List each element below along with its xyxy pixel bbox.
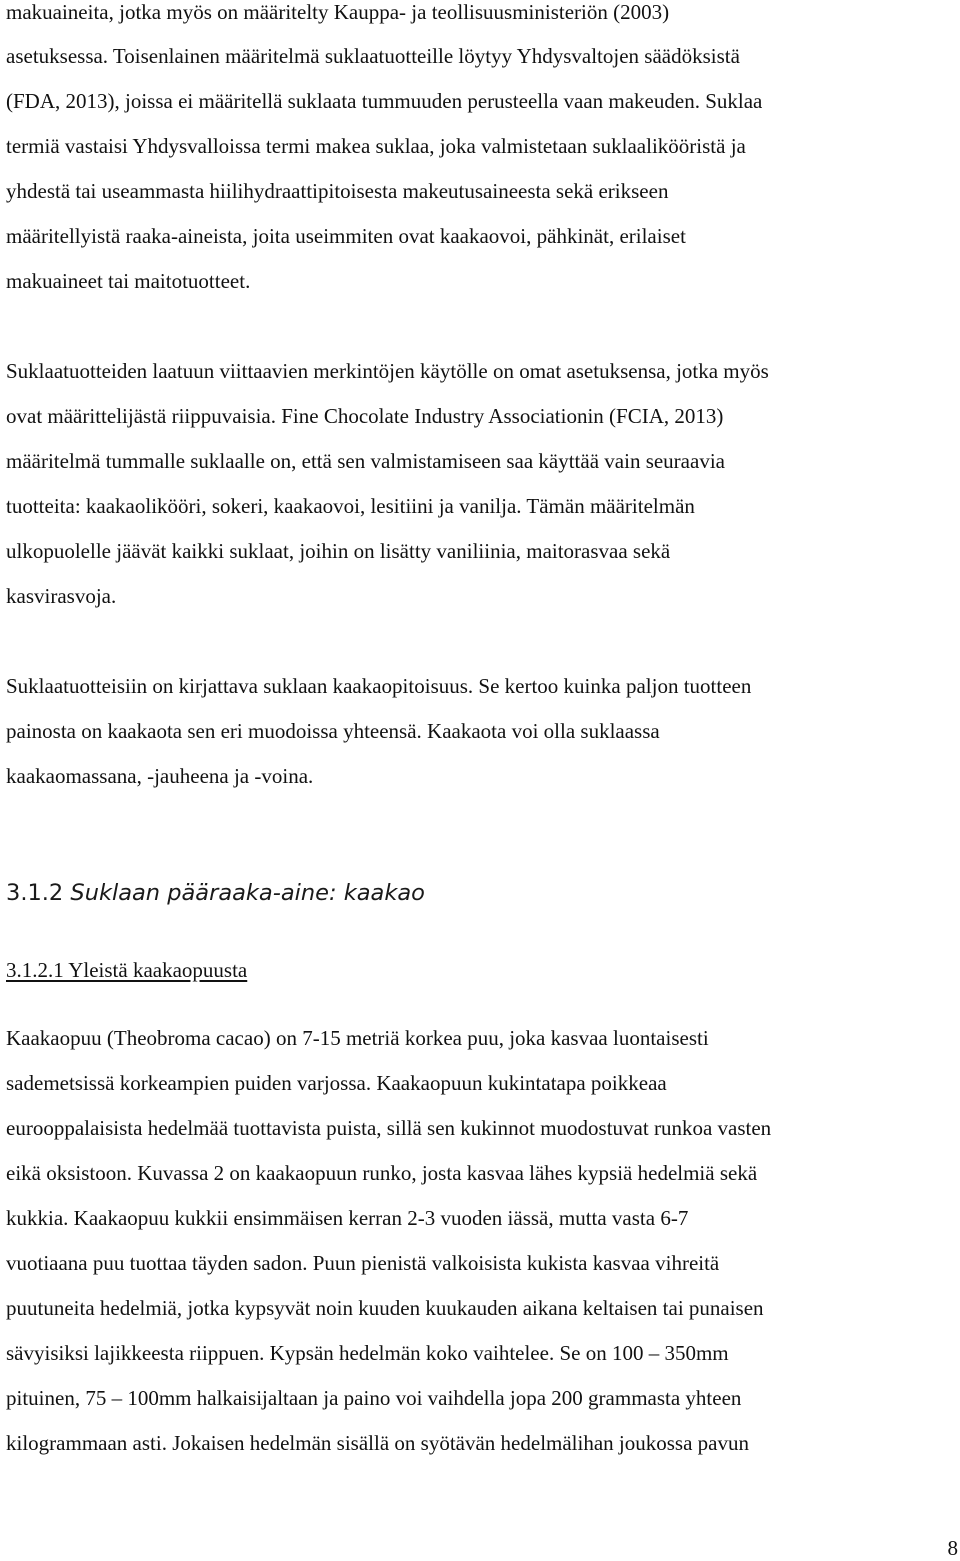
text-line: (FDA, 2013), joissa ei määritellä suklaata tummuuden perusteella vaan makeuden. Suklaa [6,89,763,113]
text-line: kilogrammaan asti. Jokaisen hedelmän sisällä on syötävän hedelmälihan joukossa pavun [6,1431,749,1455]
section-heading [6,878,425,908]
text-line: sävyisiksi lajikkeesta riippuen. Kypsän hedelmän koko vaihtelee. Se on 100 – 350mm [6,1341,729,1365]
text-line: eurooppalaisista hedelmää tuottavista puista, sillä sen kukinnot muodostuvat runkoa vasten [6,1116,772,1140]
text-line: puutuneita hedelmiä, jotka kypsyvät noin kuuden kuukauden aikana keltaisen tai punaisen [6,1296,764,1320]
text-line: makuaineet tai maitotuotteet. [6,269,251,293]
text-line: Suklaatuotteisiin on kirjattava suklaan kaakaopitoisuus. Se kertoo kuinka paljon tuotteen [6,674,752,698]
text-line: asetuksessa. Toisenlainen määritelmä suklaatuotteille löytyy Yhdysvaltojen säädöksistä [6,44,740,68]
text-line: pituinen, 75 – 100mm halkaisijaltaan ja paino voi vaihdella jopa 200 grammasta yhteen [6,1386,742,1410]
text-line: yhdestä tai useammasta hiilihydraattipitoisesta makeutusaineesta sekä erikseen [6,179,669,203]
text-line: määritellyistä raaka-aineista, joita useimmiten ovat kaakaovoi, pähkinät, erilaiset [6,224,686,248]
text-line: määritelmä tummalle suklaalle on, että sen valmistamiseen saa käyttää vain seuraavia [6,449,725,473]
text-line: ovat määrittelijästä riippuvaisia. Fine Chocolate Industry Associationin (FCIA, 2013) [6,404,724,428]
page-number: 8 [947,1536,958,1560]
text-line: Kaakaopuu (Theobroma cacao) on 7-15 metriä korkea puu, joka kasvaa luontaisesti [6,1026,709,1050]
text-line: tuotteita: kaakaolikööri, sokeri, kaakaovoi, lesitiini ja vanilja. Tämän määritelmän [6,494,695,518]
text-line: ulkopuolelle jäävät kaikki suklaat, joihin on lisätty vaniliinia, maitorasvaa sekä [6,539,671,563]
text-line: Suklaatuotteiden laatuun viittaavien merkintöjen käytölle on omat asetuksensa, jotka myös [6,359,769,383]
section-title: Suklaan pääraaka-aine: kaakao [70,880,425,906]
text-line: makuaineita, jotka myös on määritelty Kauppa- ja teollisuusministeriön (2003) [6,0,670,24]
text-line: kukkia. Kaakaopuu kukkii ensimmäisen kerran 2-3 vuoden iässä, mutta vasta 6-7 [6,1206,689,1230]
text-line: vuotiaana puu tuottaa täyden sadon. Puun pienistä valkoisista kukista kasvaa vihreitä [6,1251,720,1275]
text-line: eikä oksistoon. Kuvassa 2 on kaakaopuun runko, josta kasvaa lähes kypsiä hedelmiä sekä [6,1161,758,1185]
text-line: painosta on kaakaota sen eri muodoissa yhteensä. Kaakaota voi olla suklaassa [6,719,660,743]
subsection-heading: 3.1.2.1 Yleistä kaakaopuusta [6,958,248,982]
text-line: termiä vastaisi Yhdysvalloissa termi makea suklaa, joka valmistetaan suklaalikööristä ja [6,134,746,158]
text-line: sademetsissä korkeampien puiden varjossa. Kaakaopuun kukintatapa poikkeaa [6,1071,667,1095]
text-line: kasvirasvoja. [6,584,117,608]
text-line: kaakaomassana, -jauheena ja -voina. [6,764,314,788]
section-number: 3.1.2 [6,880,64,906]
